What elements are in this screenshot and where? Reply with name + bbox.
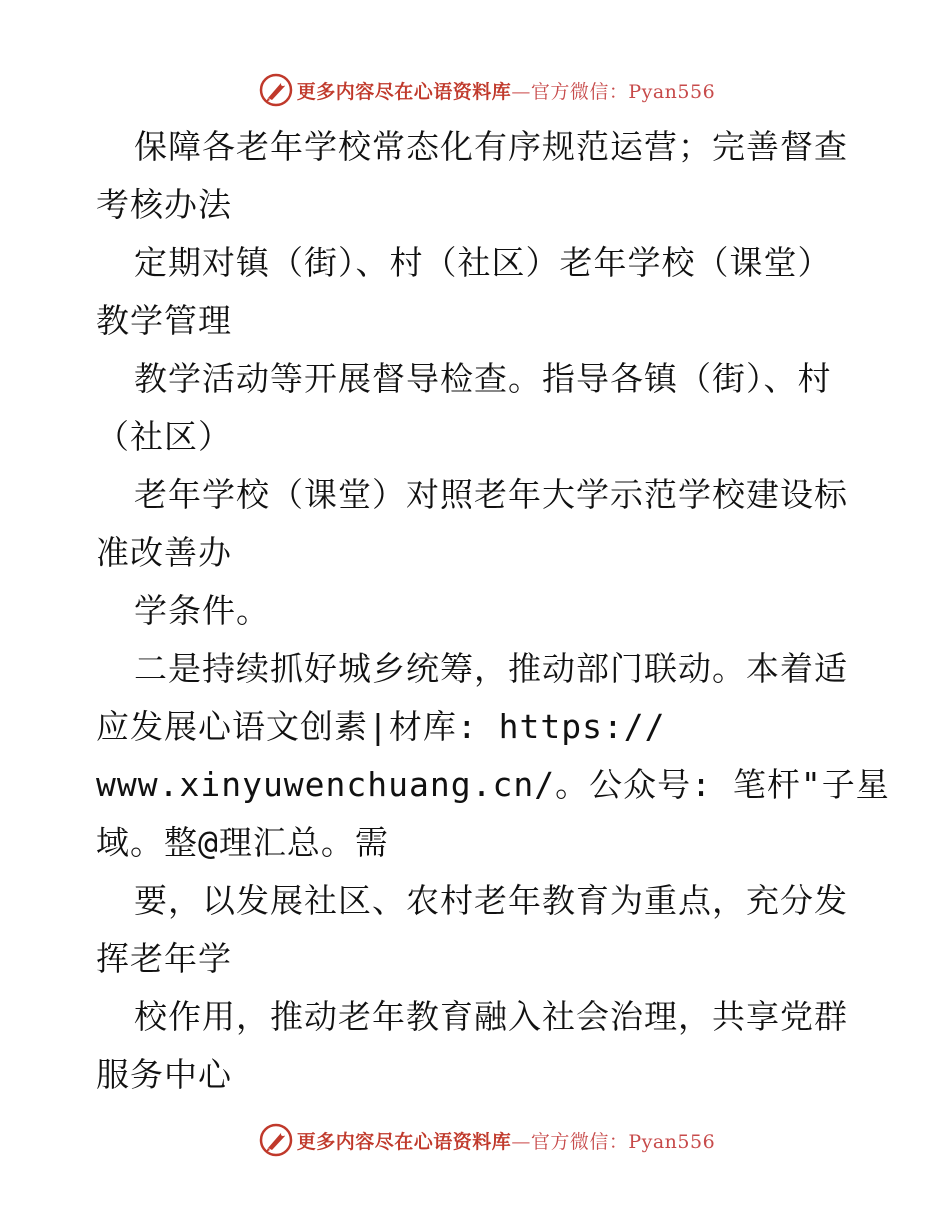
- body-line: 域。整@理汇总。需: [96, 823, 389, 862]
- quill-pen-logo-icon: [259, 73, 293, 107]
- header-watermark: [0, 70, 950, 110]
- watermark-separator: —: [511, 1130, 531, 1153]
- watermark-banner: [259, 73, 715, 107]
- watermark-site-text: 更多内容尽在心语资料库: [296, 80, 512, 103]
- body-line: 教学管理: [96, 301, 232, 340]
- watermark-site-text: 更多内容尽在心语资料库: [296, 1130, 512, 1153]
- body-line: 学条件。: [134, 591, 270, 630]
- body-line: 应发展心语文创素|材库: https://: [96, 707, 666, 746]
- body-line: 定期对镇（街）、村（社区）老年学校（课堂）: [134, 243, 832, 282]
- footer-watermark: [0, 1120, 950, 1160]
- body-line: 服务中心: [96, 1055, 232, 1094]
- body-line: www.xinyuwenchuang.cn/。公众号: 笔杆"子星: [96, 765, 890, 804]
- body-line: 要，以发展社区、农村老年教育为重点，充分发: [134, 881, 848, 920]
- watermark-separator: —: [511, 80, 531, 103]
- body-line: 挥老年学: [96, 939, 232, 978]
- body-line: 二是持续抓好城乡统筹，推动部门联动。本着适: [134, 649, 848, 688]
- body-line: 保障各老年学校常态化有序规范运营；完善督查: [134, 127, 848, 166]
- body-line: 校作用，推动老年教育融入社会治理，共享党群: [134, 997, 848, 1036]
- watermark-wechat-id: Pyan556: [628, 80, 716, 103]
- quill-pen-logo-icon: [259, 1123, 293, 1157]
- watermark-banner: [259, 1123, 715, 1157]
- watermark-text: [297, 1127, 715, 1154]
- body-line: 教学活动等开展督导检查。指导各镇（街）、村: [134, 359, 832, 398]
- document-body: [96, 118, 890, 1104]
- watermark-wechat-id: Pyan556: [628, 1130, 716, 1153]
- watermark-text: [297, 77, 715, 104]
- watermark-wechat-label: 官方微信：: [530, 1130, 629, 1153]
- watermark-wechat-label: 官方微信：: [530, 80, 629, 103]
- body-line: 准改善办: [96, 533, 232, 572]
- body-line: 考核办法: [96, 185, 232, 224]
- body-line: （社区）: [96, 417, 232, 456]
- body-line: 老年学校（课堂）对照老年大学示范学校建设标: [134, 475, 848, 514]
